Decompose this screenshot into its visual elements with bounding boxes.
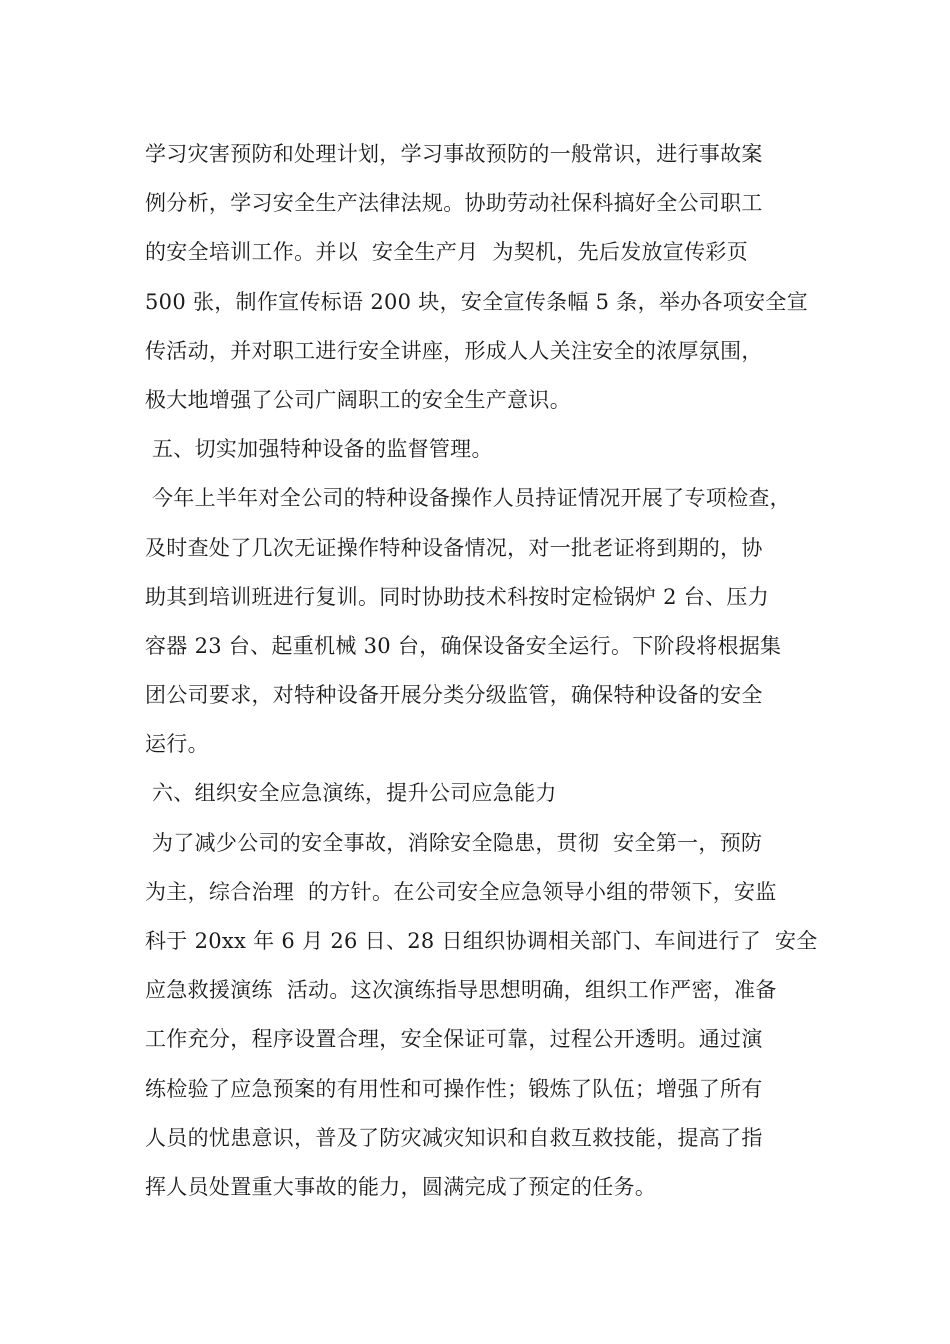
text-line: 及时查处了几次无证操作特种设备情况，对一批老证将到期的，协	[145, 535, 763, 560]
text-line: 练检验了应急预案的有用性和可操作性；锻炼了队伍；增强了所有	[145, 1076, 763, 1101]
text-line: 极大地增强了公司广阔职工的安全生产意识。	[145, 387, 571, 412]
text-line: 助其到培训班进行复训。同时协助技术科按时定检锅炉 2 台、压力	[145, 584, 770, 609]
text-line: 为主，综合治理 的方针。在公司安全应急领导小组的带领下，安监	[145, 879, 777, 904]
text-line: 应急救援演练 活动。这次演练指导思想明确，组织工作严密，准备	[145, 978, 777, 1003]
text-line: 今年上半年对全公司的特种设备操作人员持证情况开展了专项检查，	[145, 486, 791, 511]
text-line: 学习灾害预防和处理计划，学习事故预防的一般常识，进行事故案	[145, 142, 763, 166]
text-line: 科于 20xx 年 6 月 26 日、28 日组织协调相关部门、车间进行了 安全	[145, 929, 818, 953]
text-line: 例分析，学习安全生产法律法规。协助劳动社保科搞好全公司职工	[145, 191, 763, 216]
section-heading-6: 六、组织安全应急演练，提升公司应急能力	[145, 781, 557, 806]
text-line: 的安全培训工作。并以 安全生产月 为契机，先后发放宣传彩页	[145, 240, 748, 265]
text-line: 传活动，并对职工进行安全讲座，形成人人关注安全的浓厚氛围，	[145, 338, 763, 363]
text-line: 团公司要求，对特种设备开展分类分级监管，确保特种设备的安全	[145, 683, 763, 708]
text-line: 人员的忧患意识，普及了防灾减灾知识和自救互救技能，提高了指	[145, 1125, 763, 1150]
text-line: 挥人员处置重大事故的能力，圆满完成了预定的任务。	[145, 1174, 657, 1199]
text-line: 500 张，制作宣传标语 200 块，安全宣传条幅 5 条，举办各项安全宣	[145, 289, 808, 314]
text-line: 为了减少公司的安全事故，消除安全隐患，贯彻 安全第一，预防	[145, 830, 763, 855]
text-line: 工作充分，程序设置合理，安全保证可靠，过程公开透明。通过演	[145, 1027, 763, 1052]
text-line: 容器 23 台、起重机械 30 台，确保设备安全运行。下阶段将根据集	[145, 633, 782, 658]
document-body	[145, 130, 835, 1212]
text-line: 运行。	[145, 732, 209, 757]
section-heading-5: 五、切实加强特种设备的监督管理。	[145, 437, 493, 462]
